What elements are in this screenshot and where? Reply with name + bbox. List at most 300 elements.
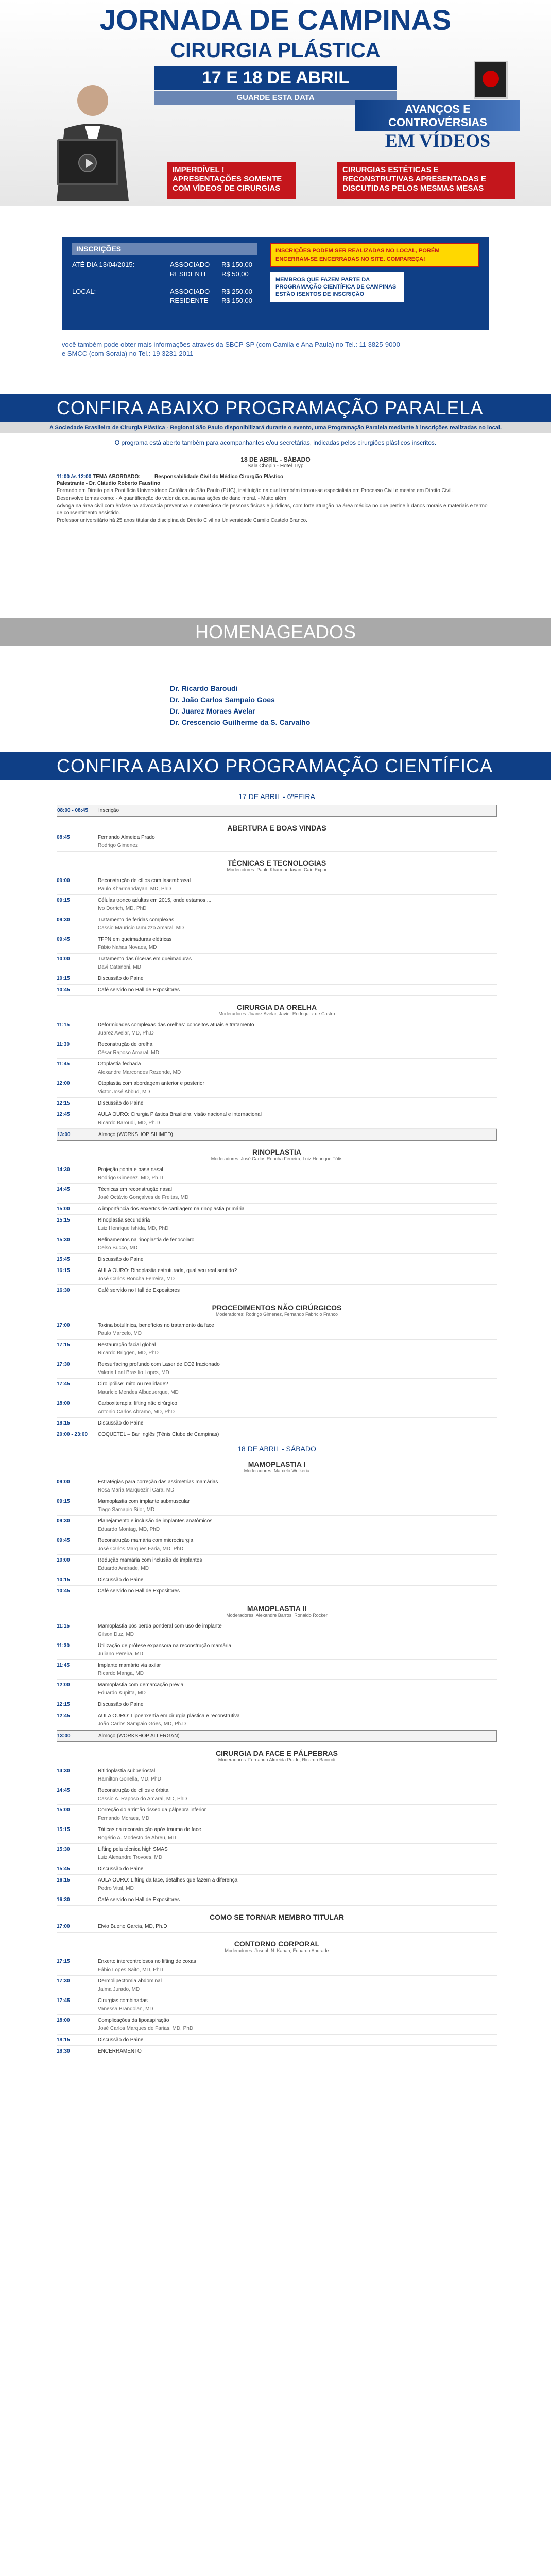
topic-title: AULA OURO: Cirurgia Plástica Brasileira: visão nacional e internacional xyxy=(98,1112,262,1117)
speaker-name: Luiz Henrique Ishida, MD, PhD xyxy=(98,1226,169,1231)
session-title: RINOPLASTIA xyxy=(252,1148,301,1156)
inscricoes-notice: INSCRIÇÕES PODEM SER REALIZADAS NO LOCAL, PORÉM ENCERRAM-SE ENCERRADAS NO SITE. COMPAREÇA! xyxy=(270,243,479,267)
play-icon[interactable] xyxy=(78,154,97,172)
topic-title: Otoplastia com abordagem anterior e posterior xyxy=(98,1081,204,1087)
program-topic xyxy=(98,1682,497,1696)
topic-title: Discussão do Painel xyxy=(98,976,145,981)
paralela-theme-row: 11:00 às 12:00 TEMA ABORDADO: Responsabilidade Civil do Médico Cirurgião Plástico xyxy=(57,474,284,480)
program-time: 15:45 xyxy=(57,1866,70,1872)
program-row xyxy=(57,1766,497,1785)
session-title: PROCEDIMENTOS NÃO CIRÚRGICOS xyxy=(212,1303,342,1312)
topic-title: Elvio Bueno Garcia, MD, Ph.D xyxy=(98,1924,167,1929)
program-topic xyxy=(98,956,497,970)
program-topic xyxy=(98,1081,497,1095)
speaker-name: Ricardo Baroudi, MD, Ph.D xyxy=(98,1120,160,1126)
topic-title: Reconstrução de orelha xyxy=(98,1042,153,1047)
program-time: 11:30 xyxy=(57,1643,70,1649)
program-row xyxy=(57,1680,497,1699)
program-topic xyxy=(98,1623,497,1637)
program-time: 09:45 xyxy=(57,1538,70,1544)
topic-title: Implante mamário via axilar xyxy=(98,1663,161,1668)
session-title: CIRURGIA DA ORELHA xyxy=(236,1003,317,1011)
topic-title: Estratégias para correção das assimetrias mamárias xyxy=(98,1479,218,1485)
inscricoes-title: INSCRIÇÕES xyxy=(72,243,257,255)
program-time: 09:15 xyxy=(57,897,70,903)
program-topic xyxy=(98,808,496,814)
program-time: 18:30 xyxy=(57,2048,70,2054)
speaker-name: Maurício Mendes Albuquerque, MD xyxy=(98,1389,179,1395)
program-row xyxy=(57,1265,497,1285)
speaker-name: José Octávio Gonçalves de Freitas, MD xyxy=(98,1195,189,1200)
speaker-name: Juarez Avelar, MD, Ph.D xyxy=(98,1030,154,1036)
program-topic xyxy=(98,1132,496,1138)
program-list xyxy=(57,788,497,2057)
program-row xyxy=(57,1098,497,1109)
paralela-room: Sala Chopin - Hotel Tryp xyxy=(247,463,304,469)
sbcp-logo-icon xyxy=(474,61,508,99)
program-time: 12:15 xyxy=(57,1100,70,1106)
speaker-name: Luiz Alexandre Trovoes, MD xyxy=(98,1855,163,1860)
program-topic xyxy=(98,2037,497,2043)
topic-title: Inscrição xyxy=(98,808,119,814)
program-topic xyxy=(98,976,497,981)
topic-title: TFPN em queimaduras elétricas xyxy=(98,937,172,942)
program-time: 17:45 xyxy=(57,1381,70,1387)
program-topic xyxy=(98,1061,497,1075)
topic-title: Cirolipólise: mito ou realidade? xyxy=(98,1381,168,1387)
speaker-name: César Raposo Amaral, MD xyxy=(98,1050,159,1056)
program-row xyxy=(57,1921,497,1933)
program-time: 13:00 xyxy=(57,1132,71,1138)
paralela-note: O programa está aberto também para acompanhantes e/ou secretárias, indicadas pelos cirurgiões plásticos inscritos. xyxy=(114,439,437,446)
program-row xyxy=(57,1164,497,1184)
topic-title: Projeção ponta e base nasal xyxy=(98,1167,163,1173)
program-topic xyxy=(98,1022,497,1036)
videos-title: EM VÍDEOS xyxy=(385,130,491,151)
program-topic xyxy=(98,1768,497,1782)
program-time: 10:45 xyxy=(57,1588,70,1594)
program-topic xyxy=(98,1323,497,1336)
topic-title: Discussão do Painel xyxy=(98,1420,145,1426)
topic-title: Café servido no Hall de Expositores xyxy=(98,1287,180,1293)
speaker-name: Rodrigo Gimenez, MD, Ph.D xyxy=(98,1175,163,1181)
program-time: 10:00 xyxy=(57,1557,70,1563)
program-topic xyxy=(98,1877,497,1891)
program-topic xyxy=(98,1237,497,1251)
program-row xyxy=(57,1359,497,1379)
price-row: RESIDENTE R$ 50,00 xyxy=(170,270,249,278)
speaker-name: Paulo Kharmandayan, MD, PhD xyxy=(98,886,171,892)
program-time: 11:30 xyxy=(57,1042,70,1047)
price-row: ATÉ DIA 13/04/2015: ASSOCIADO R$ 150,00 xyxy=(72,261,252,268)
session-title: COMO SE TORNAR MEMBRO TITULAR xyxy=(209,1913,345,1921)
program-topic xyxy=(98,1381,497,1395)
program-row xyxy=(57,1215,497,1234)
topic-title: Reconstrução de cílios e órbita xyxy=(98,1788,169,1793)
program-row xyxy=(57,1640,497,1660)
paralela-bio: Formado em Direito pela Pontifícia Universidade Católica de São Paulo (PUC), instituição na qual também tornou-se especialista em Processo Civil e mestre em Direito Civil. xyxy=(57,488,453,494)
program-row xyxy=(57,985,497,996)
program-row xyxy=(57,1204,497,1215)
topic-title: Redução mamária com inclusão de implantes xyxy=(98,1557,202,1563)
program-row xyxy=(57,1844,497,1863)
program-time: 12:15 xyxy=(57,1702,70,1707)
imperdivel-box: IMPERDÍVEL ! APRESENTAÇÕES SOMENTE COM VÍDEOS DE CIRURGIAS xyxy=(167,162,296,199)
speaker-name: José Carlos Marques de Farias, MD, PhD xyxy=(98,2026,194,2031)
program-topic xyxy=(98,1557,497,1571)
program-row xyxy=(57,1020,497,1039)
program-row xyxy=(57,1340,497,1359)
session-moderators: Moderadores: Paulo Kharmandayan, Caio Expor xyxy=(227,867,327,872)
program-topic xyxy=(98,1187,497,1200)
program-time: 09:45 xyxy=(57,937,70,942)
program-topic xyxy=(98,1959,497,1973)
program-row xyxy=(57,1418,497,1429)
program-topic xyxy=(98,1342,497,1356)
topic-title: Discussão do Painel xyxy=(98,1257,145,1262)
program-topic xyxy=(98,1538,497,1552)
session-title: CIRURGIA DA FACE E PÁLPEBRAS xyxy=(216,1749,338,1757)
session-moderators: Moderadores: José Carlos Roncha Ferreira, Luiz Henrique Tótis xyxy=(211,1156,343,1161)
price-row: RESIDENTE R$ 150,00 xyxy=(170,297,252,304)
topic-title: Café servido no Hall de Expositores xyxy=(98,1897,180,1903)
program-day-heading: 18 DE ABRIL - SÁBADO xyxy=(237,1445,316,1453)
program-time: 16:30 xyxy=(57,1287,70,1293)
program-topic xyxy=(98,1217,497,1231)
program-row xyxy=(57,1184,497,1204)
program-topic xyxy=(98,917,497,931)
program-row xyxy=(57,1710,497,1730)
program-topic xyxy=(98,1663,497,1676)
program-row xyxy=(57,934,497,954)
session-title: MAMOPLASTIA II xyxy=(247,1604,307,1613)
speaker-name: Eduardo Andrade, MD xyxy=(98,1566,149,1571)
program-time: 12:00 xyxy=(57,1081,70,1087)
speaker-name: Fábio Lopes Saito, MD, PhD xyxy=(98,1967,163,1973)
topic-title: Almoço (WORKSHOP SILIMED) xyxy=(98,1132,173,1138)
program-row xyxy=(57,954,497,973)
topic-title: Reconstrução mamária com microcirurgia xyxy=(98,1538,194,1544)
contact-info xyxy=(62,340,489,359)
program-row xyxy=(57,1496,497,1516)
topic-title: Complicações da lipoaspiração xyxy=(98,2018,169,2023)
program-time: 16:30 xyxy=(57,1897,70,1903)
speaker-name: Ricardo Briggen, MD, PhD xyxy=(98,1350,159,1356)
program-row xyxy=(57,1234,497,1254)
program-time: 09:30 xyxy=(57,917,70,923)
topic-title: Discussão do Painel xyxy=(98,2037,145,2043)
program-topic xyxy=(98,1257,497,1262)
program-time: 14:30 xyxy=(57,1768,70,1774)
topic-title: COQUETEL – Bar Inglês (Tênis Clube de Campinas) xyxy=(98,1432,219,1437)
program-topic xyxy=(98,937,497,951)
paralela-bio: Desenvolve temas como: - A quantificação do valor da causa nas ações de dano moral. - Muito além xyxy=(57,496,286,501)
program-time: 11:45 xyxy=(57,1061,70,1067)
topic-title: ENCERRAMENTO xyxy=(98,2048,142,2054)
program-time: 13:00 xyxy=(57,1733,71,1739)
topic-title: Otoplastia fechada xyxy=(98,1061,141,1067)
program-row xyxy=(57,1875,497,1894)
paralela-speaker: Palestrante - Dr. Cláudio Roberto Faustino xyxy=(57,481,161,486)
session-moderators: Moderadores: Joseph N. Kanan, Eduardo Andrade xyxy=(225,1948,329,1953)
program-time: 18:00 xyxy=(57,2018,70,2023)
speaker-name: Juliano Pereira, MD xyxy=(98,1651,143,1657)
program-time: 18:15 xyxy=(57,2037,70,2043)
program-row xyxy=(57,1285,497,1296)
event-title: JORNADA DE CAMPINAS xyxy=(99,4,452,36)
paralela-bar: CONFIRA ABAIXO PROGRAMAÇÃO PARALELA xyxy=(0,394,551,422)
topic-title: Utilização de prótese expansora na reconstrução mamária xyxy=(98,1643,232,1649)
program-row xyxy=(57,1429,497,1440)
speaker-name: Pedro Vital, MD xyxy=(98,1886,134,1891)
speaker-name: Cassio A. Raposo do Amaral, MD, PhD xyxy=(98,1796,187,1802)
program-row xyxy=(57,1660,497,1680)
program-time: 12:00 xyxy=(57,1682,70,1688)
speaker-name: Davi Catanoni, MD xyxy=(98,964,141,970)
program-row xyxy=(57,1059,497,1078)
program-time: 12:45 xyxy=(57,1112,70,1117)
speaker-name: Rogério A. Modesto de Abreu, MD xyxy=(98,1835,176,1841)
program-topic xyxy=(98,2048,497,2054)
program-time: 08:45 xyxy=(57,835,70,840)
program-time: 17:15 xyxy=(57,1959,70,1964)
topic-title: AULA OURO: Lifting da face, detalhes que fazem a diferença xyxy=(98,1877,238,1883)
program-time: 15:00 xyxy=(57,1807,70,1813)
program-topic xyxy=(98,1577,497,1583)
speaker-name: José Carlos Marques Faria, MD, PhD xyxy=(98,1546,184,1552)
session-moderators: Moderadores: Alexandre Barros, Ronaldo Rocker xyxy=(226,1613,328,1618)
program-row xyxy=(57,1785,497,1805)
program-row xyxy=(57,1535,497,1555)
cirurgias-box: CIRURGIAS ESTÉTICAS E RECONSTRUTIVAS APRESENTADAS E DISCUTIDAS PELOS MESMAS MESAS xyxy=(337,162,515,199)
save-the-date: GUARDE ESTA DATA xyxy=(154,91,397,105)
program-row xyxy=(57,1398,497,1418)
contact-line: você também pode obter mais informações através da SBCP-SP (com Camila e Ana Paula) no Tel.: 11 3825-9000 xyxy=(62,341,400,348)
speaker-name: Fernando Moraes, MD xyxy=(98,1816,150,1821)
program-topic xyxy=(98,1206,497,1212)
program-topic xyxy=(98,1100,497,1106)
program-row xyxy=(57,914,497,934)
session-moderators: Moderadores: Juarez Avelar, Javier Rodriguez de Castro xyxy=(218,1011,335,1016)
program-topic xyxy=(98,1518,497,1532)
homenageado: Dr. Ricardo Baroudi xyxy=(170,684,238,692)
program-time: 09:00 xyxy=(57,878,70,884)
program-row xyxy=(57,1586,497,1597)
program-topic xyxy=(98,1268,497,1282)
program-row xyxy=(57,1976,497,1995)
homenageado: Dr. João Carlos Sampaio Goes xyxy=(170,696,275,704)
event-subtitle: CIRURGIA PLÁSTICA xyxy=(170,39,381,62)
session-title: ABERTURA E BOAS VINDAS xyxy=(227,824,326,832)
program-topic xyxy=(98,1420,497,1426)
topic-title: Rinoplastia secundária xyxy=(98,1217,150,1223)
program-topic xyxy=(98,1866,497,1872)
cientifica-bar: CONFIRA ABAIXO PROGRAMAÇÃO CIENTÍFICA xyxy=(0,752,551,780)
speaker-name: Eduardo Montag, MD, PhD xyxy=(98,1527,160,1532)
speaker-name: Gilson Duz, MD xyxy=(98,1632,134,1637)
topic-title: Planejamento e inclusão de implantes anatômicos xyxy=(98,1518,213,1524)
program-row xyxy=(57,1555,497,1574)
event-dates: 17 E 18 DE ABRIL xyxy=(154,66,397,90)
paralela-subbar: A Sociedade Brasileira de Cirurgia Plástica - Regional São Paulo disponibilizará durante o evento, uma Programação Paralela mediante à inscrições realizadas no local. xyxy=(0,422,551,433)
program-time: 14:45 xyxy=(57,1788,70,1793)
speaker-name: José Carlos Roncha Ferreira, MD xyxy=(98,1276,175,1282)
program-time: 11:15 xyxy=(57,1623,70,1629)
program-topic xyxy=(98,1924,497,1929)
program-row xyxy=(57,1574,497,1586)
program-time: 17:15 xyxy=(57,1342,70,1348)
header-banner xyxy=(0,0,551,206)
program-topic xyxy=(98,1807,497,1821)
speaker-name: Victor José Abbud, MD xyxy=(98,1089,150,1095)
program-time: 18:00 xyxy=(57,1401,70,1406)
program-time: 10:45 xyxy=(57,987,70,993)
isencao-notice: MEMBROS QUE FAZEM PARTE DA PROGRAMAÇÃO CIENTÍFICA DE CAMPINAS ESTÃO ISENTOS DE INSCRIÇÃO xyxy=(270,272,404,302)
program-row xyxy=(57,1805,497,1824)
program-row xyxy=(57,1078,497,1098)
topic-title: Cirurgias combinadas xyxy=(98,1998,148,2004)
program-row xyxy=(57,1894,497,1906)
session-moderators: Moderadores: Fernando Almeida Prado, Ricardo Baroudi xyxy=(218,1757,336,1762)
program-topic xyxy=(98,1401,497,1415)
program-row xyxy=(57,1109,497,1129)
program-row xyxy=(57,1621,497,1640)
program-row xyxy=(57,2046,497,2057)
topic-title: Carboxiterapia: lifting não cirúrgico xyxy=(98,1401,177,1406)
program-time: 12:45 xyxy=(57,1713,70,1719)
speaker-name: Tiago Samapio Silor, MD xyxy=(98,1507,155,1513)
program-row xyxy=(57,875,497,895)
program-row xyxy=(57,2015,497,2035)
speaker-name: Celso Bucco, MD xyxy=(98,1245,138,1251)
speaker-name: Fábio Nahas Novaes, MD xyxy=(98,945,157,951)
video-monitor[interactable] xyxy=(57,139,118,185)
program-time: 15:45 xyxy=(57,1257,70,1262)
program-time: 17:00 xyxy=(57,1924,70,1929)
topic-title: Mamoplastia com demarcação prévia xyxy=(98,1682,184,1688)
program-row xyxy=(57,805,497,817)
speaker-name: Hamilton Gonella, MD, PhD xyxy=(98,1776,161,1782)
program-time: 17:30 xyxy=(57,1978,70,1984)
program-row xyxy=(57,895,497,914)
program-topic xyxy=(98,1588,497,1594)
speaker-name: Ivo Dorrich, MD, PhD xyxy=(98,906,147,911)
program-time: 11:45 xyxy=(57,1663,70,1668)
topic-title: Mamoplastia com implante submuscular xyxy=(98,1499,190,1504)
program-topic xyxy=(98,987,497,993)
topic-title: Rexsurfacing profundo com Laser de CO2 fracionado xyxy=(98,1362,220,1367)
program-row xyxy=(57,1730,497,1742)
topic-title: Tratamento das úlceras em queimaduras xyxy=(98,956,192,962)
homenageado: Dr. Juarez Moraes Avelar xyxy=(170,707,255,715)
program-topic xyxy=(98,878,497,892)
topic-title: Deformidades complexas das orelhas: conceitos atuais e tratamento xyxy=(98,1022,254,1028)
program-topic xyxy=(98,1897,497,1903)
topic-title: Mamoplastia pós perda ponderal com uso de implante xyxy=(98,1623,222,1629)
program-time: 10:15 xyxy=(57,976,70,981)
program-row xyxy=(57,1379,497,1398)
program-time: 11:15 xyxy=(57,1022,70,1028)
speaker-name: Ricardo Manga, MD xyxy=(98,1671,144,1676)
program-topic xyxy=(98,835,497,849)
topic-title: Lifting pela técnica high SMAS xyxy=(98,1846,168,1852)
program-time: 10:00 xyxy=(57,956,70,962)
topic-title: Almoço (WORKSHOP ALLERGAN) xyxy=(98,1733,180,1739)
program-time: 17:00 xyxy=(57,1323,70,1328)
price-row: LOCAL: ASSOCIADO R$ 250,00 xyxy=(72,287,252,295)
speaker-name: Paulo Marcelo, MD xyxy=(98,1331,142,1336)
program-row xyxy=(57,1995,497,2015)
speaker-name: Vanessa Brandolan, MD xyxy=(98,2006,153,2012)
program-topic xyxy=(98,2018,497,2031)
program-row xyxy=(57,1129,497,1141)
program-time: 16:15 xyxy=(57,1877,70,1883)
program-row xyxy=(57,1477,497,1496)
program-day-heading: 17 DE ABRIL - 6ªFEIRA xyxy=(238,792,315,801)
speaker-name: Rodrigo Gimenez xyxy=(98,843,138,849)
program-time: 14:30 xyxy=(57,1167,70,1173)
topic-title: Reconstrução de cílios com laserabrasal xyxy=(98,878,191,884)
program-topic xyxy=(98,1702,497,1707)
topic-title: Toxina botulínica, benefícios no tratamento da face xyxy=(98,1323,214,1328)
program-time: 20:00 - 23:00 xyxy=(57,1432,88,1437)
contact-line: e SMCC (com Soraia) no Tel.: 19 3231-2011 xyxy=(62,350,194,358)
topic-title: AULA OURO: Rinoplastia estruturada, qual seu real sentido? xyxy=(98,1268,237,1274)
program-topic xyxy=(98,1479,497,1493)
program-topic xyxy=(98,1643,497,1657)
program-topic xyxy=(98,1167,497,1181)
speaker-name: Cassio Maurício Iamuzzo Amaral, MD xyxy=(98,925,184,931)
speaker-name: João Carlos Sampaio Góes, MD, Ph.D xyxy=(98,1721,186,1727)
program-row xyxy=(57,1956,497,1976)
program-row xyxy=(57,1254,497,1265)
topic-title: Fernando Almeida Prado xyxy=(98,835,155,840)
session-title: MAMOPLASTIA I xyxy=(248,1460,306,1468)
paralela-bio: Professor universitário há 25 anos titular da disciplina de Direito Civil na Universidade Camilo Castelo Branco. xyxy=(57,518,307,523)
program-topic xyxy=(98,1978,497,1992)
topic-title: Ritidoplastia subperiostal xyxy=(98,1768,156,1774)
homenageado: Dr. Crescencio Guilherme da S. Carvalho xyxy=(170,718,311,726)
program-topic xyxy=(98,1998,497,2012)
program-row xyxy=(57,1824,497,1844)
program-topic xyxy=(98,1788,497,1802)
topic-title: Correção do arrimão ósseo da pálpebra inferior xyxy=(98,1807,206,1813)
program-time: 16:15 xyxy=(57,1268,70,1274)
topic-title: Café servido no Hall de Expositores xyxy=(98,987,180,993)
session-moderators: Moderadores: Rodrigo Gimenez, Fernando Fabrício Franco xyxy=(215,1312,338,1317)
topic-title: Refinamentos na rinoplastia de fenocolaro xyxy=(98,1237,195,1243)
program-topic xyxy=(98,1042,497,1056)
program-time: 09:00 xyxy=(57,1479,70,1485)
program-time: 08:00 - 08:45 xyxy=(57,808,89,814)
program-time: 15:30 xyxy=(57,1846,70,1852)
topic-title: Tratamento de feridas complexas xyxy=(98,917,175,923)
inscricoes-panel-top xyxy=(62,237,489,330)
topic-title: Células tronco adultas em 2015, onde estamos ... xyxy=(98,897,212,903)
session-title: CONTORNO CORPORAL xyxy=(234,1940,320,1948)
topic-title: Discussão do Painel xyxy=(98,1100,145,1106)
program-topic xyxy=(98,1287,497,1293)
session-title: TÉCNICAS E TECNOLOGIAS xyxy=(227,859,326,867)
homenageados-list xyxy=(170,683,427,728)
avancos-title: AVANÇOS E CONTROVÉRSIAS xyxy=(355,100,520,131)
program-time: 17:30 xyxy=(57,1362,70,1367)
speaker-name: Alexandre Marcondes Rezende, MD xyxy=(98,1070,181,1075)
program-time: 14:45 xyxy=(57,1187,70,1192)
paralela-bio: Advoga na área civil com ênfase na advocacia preventiva e contenciosa de pessoas físicas e jurídicas, com forte atuação na área médica no que pertine à danos morais e materiais e termo de consentimento assistido. xyxy=(57,503,488,516)
topic-title: Discussão do Painel xyxy=(98,1577,145,1583)
program-time: 15:30 xyxy=(57,1237,70,1243)
